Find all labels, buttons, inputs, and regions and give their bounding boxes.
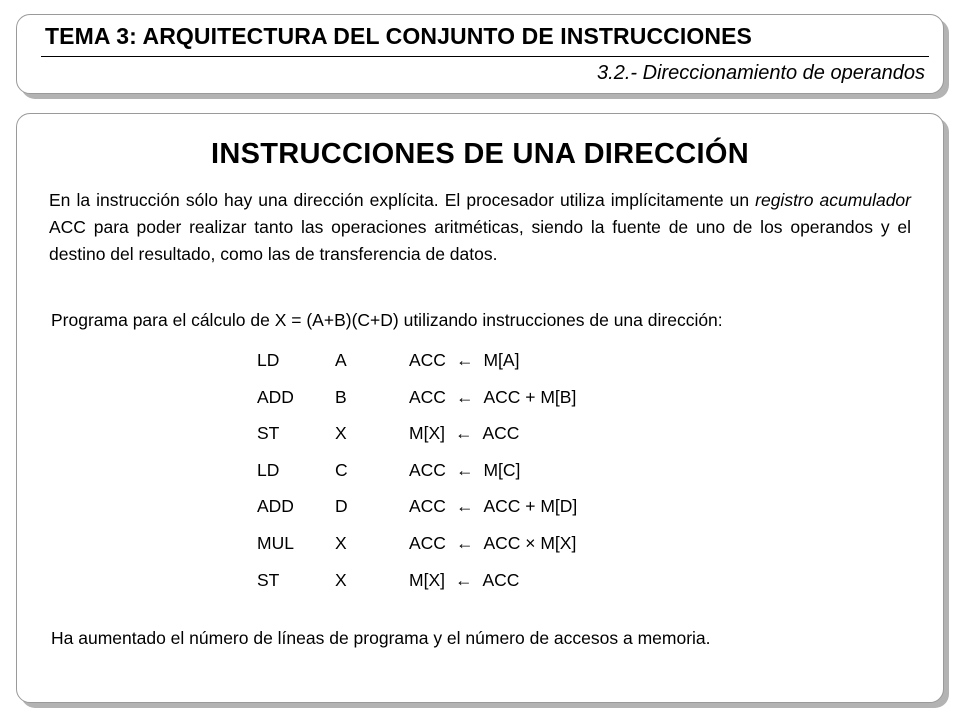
intro-emphasis: registro acumulador — [755, 190, 911, 210]
conclusion-text: Ha aumentado el número de líneas de programa y el número de accesos a memoria. — [51, 628, 711, 648]
opcode: ST — [257, 569, 280, 590]
operand: A — [335, 350, 347, 370]
slide-topic-title: TEMA 3: ARQUITECTURA DEL CONJUNTO DE INSTRUCCIONES — [45, 23, 752, 49]
left-arrow-icon: ← — [455, 532, 474, 553]
operand: X — [335, 532, 347, 553]
slide-title: INSTRUCCIONES DE UNA DIRECCIÓN — [210, 138, 749, 170]
opcode: ADD — [257, 496, 294, 517]
rtl-expression — [409, 533, 576, 554]
rtl-destination: ACC — [409, 459, 446, 480]
opcode: ADD — [257, 386, 294, 407]
rtl-expression — [409, 423, 519, 444]
opcode: ST — [257, 423, 280, 444]
rtl-source: M[A] — [483, 350, 520, 370]
rtl-destination: M[X] — [409, 569, 445, 590]
rtl-destination: ACC — [409, 386, 446, 407]
rtl-source: ACC × M[X] — [483, 532, 577, 553]
rtl-source: ACC — [482, 569, 520, 590]
operand: C — [335, 459, 348, 480]
opcode: LD — [257, 350, 280, 370]
program-intro: Programa para el cálculo de X = (A+B)(C+D) utilizando instrucciones de una dirección: — [51, 310, 723, 330]
rtl-source: ACC — [482, 423, 520, 444]
rtl-expression — [409, 496, 577, 517]
left-arrow-icon: ← — [455, 350, 474, 370]
rtl-source: M[C] — [483, 459, 521, 480]
intro-text-part2: ACC para poder realizar tanto las operaciones aritméticas, siendo la fuente de uno de los operandos y el destino del resultado, como las de transferencia de datos. — [49, 217, 911, 264]
rtl-expression — [409, 387, 576, 408]
left-arrow-icon: ← — [455, 386, 474, 407]
opcode: MUL — [257, 532, 294, 553]
rtl-expression — [409, 460, 520, 481]
left-arrow-icon: ← — [454, 569, 473, 590]
intro-text-part1: En la instrucción sólo hay una dirección explícita. El procesador utiliza implícitamente un — [49, 190, 756, 210]
header-panel — [16, 14, 944, 94]
rtl-source: ACC + M[B] — [483, 386, 577, 407]
left-arrow-icon: ← — [455, 496, 474, 517]
header-divider — [41, 56, 929, 57]
rtl-destination: ACC — [409, 350, 446, 370]
operand: D — [335, 496, 348, 517]
left-arrow-icon: ← — [454, 423, 473, 444]
intro-paragraph — [49, 187, 911, 268]
rtl-source: ACC + M[D] — [483, 496, 578, 517]
section-subtitle: 3.2.- Direccionamiento de operandos — [597, 62, 925, 84]
rtl-expression — [409, 350, 519, 371]
content-panel — [16, 113, 944, 703]
operand: B — [335, 386, 347, 407]
rtl-expression — [409, 570, 519, 591]
opcode: LD — [257, 459, 280, 480]
operand: X — [335, 423, 347, 444]
left-arrow-icon: ← — [455, 459, 474, 480]
rtl-destination: M[X] — [409, 423, 445, 444]
rtl-destination: ACC — [409, 532, 446, 553]
rtl-destination: ACC — [409, 496, 446, 517]
operand: X — [335, 569, 347, 590]
